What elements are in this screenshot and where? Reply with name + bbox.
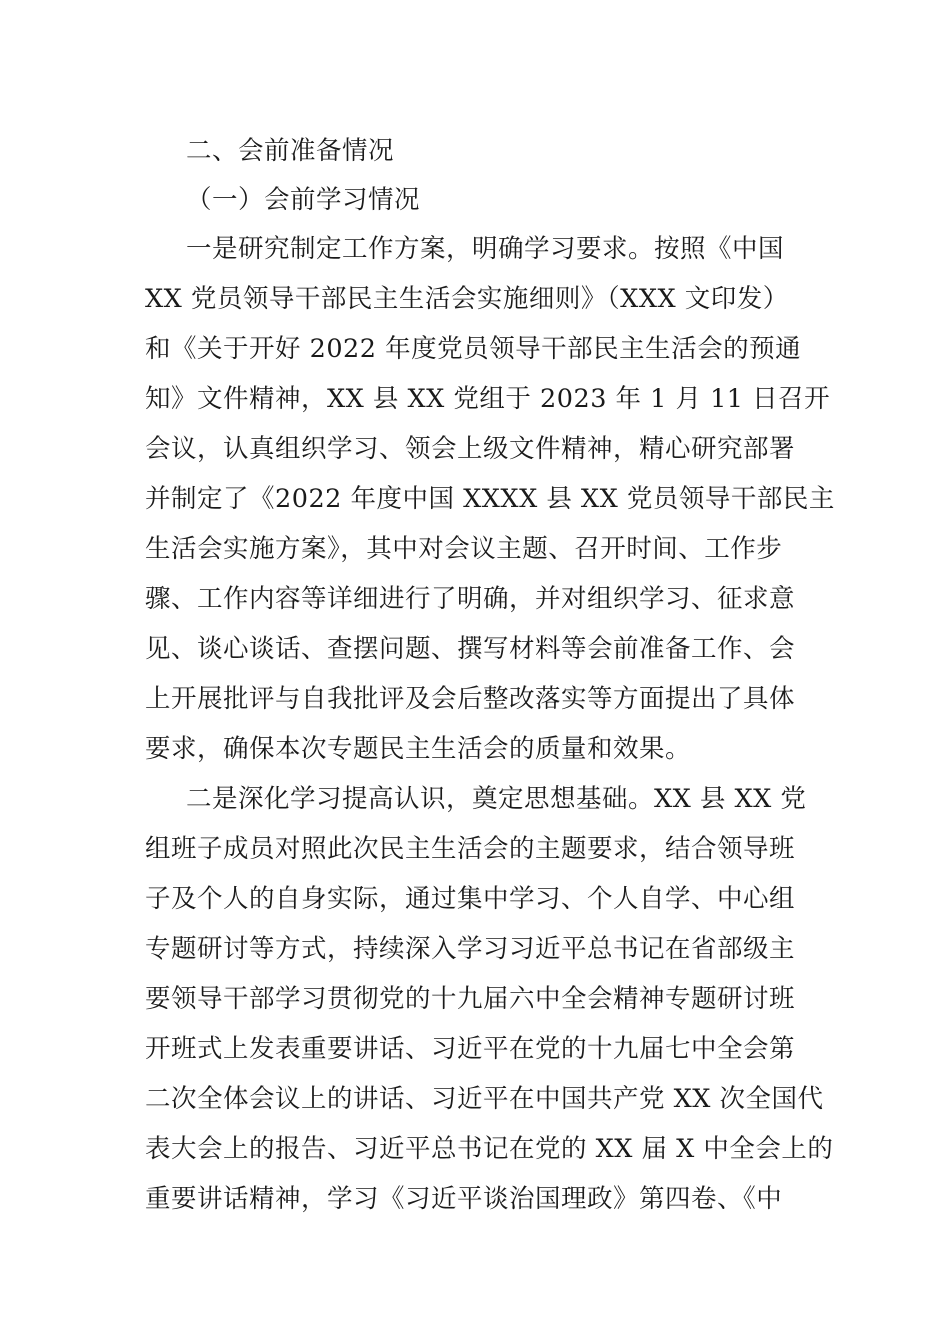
- paragraph-2-line-6: 开班式上发表重要讲话、习近平在党的十九届七中全会第: [145, 1034, 796, 1064]
- paragraph-2-line-3: 子及个人的自身实际，通过集中学习、个人自学、中心组: [145, 884, 796, 914]
- paragraph-1-line-9: 见、谈心谈话、查摆问题、撰写材料等会前准备工作、会: [145, 634, 796, 664]
- paragraph-1-line-3: 和《关于开好 2022 年度党员领导干部民主生活会的预通: [145, 334, 802, 364]
- section-heading: 二、会前准备情况: [186, 136, 395, 166]
- paragraph-1-line-11: 要求，确保本次专题民主生活会的质量和效果。: [145, 734, 692, 764]
- paragraph-1-line-5: 会议，认真组织学习、领会上级文件精神，精心研究部署: [145, 434, 796, 464]
- paragraph-2-line-5: 要领导干部学习贯彻党的十九届六中全会精神专题研讨班: [145, 984, 796, 1014]
- paragraph-1-line-2: XX 党员领导干部民主生活会实施细则》（XXX 文印发）: [145, 284, 789, 314]
- paragraph-1-line-8: 骤、工作内容等详细进行了明确，并对组织学习、征求意: [145, 584, 796, 614]
- paragraph-2-line-1: 二是深化学习提高认识，奠定思想基础。XX 县 XX 党: [186, 784, 807, 814]
- paragraph-2-line-2: 组班子成员对照此次民主生活会的主题要求，结合领导班: [145, 834, 796, 864]
- paragraph-1-line-4: 知》文件精神，XX 县 XX 党组于 2023 年 1 月 11 日召开: [145, 384, 831, 414]
- paragraph-1-line-10: 上开展批评与自我批评及会后整改落实等方面提出了具体: [145, 684, 796, 714]
- paragraph-2-line-8: 表大会上的报告、习近平总书记在党的 XX 届 X 中全会上的: [145, 1134, 834, 1164]
- paragraph-1-line-6: 并制定了《2022 年度中国 XXXX 县 XX 党员领导干部民主: [145, 484, 835, 514]
- paragraph-2-line-7: 二次全体会议上的讲话、习近平在中国共产党 XX 次全国代: [145, 1084, 824, 1114]
- paragraph-1-line-1: 一是研究制定工作方案，明确学习要求。按照《中国: [186, 234, 785, 264]
- subsection-heading: （一）会前学习情况: [186, 185, 421, 215]
- paragraph-2-line-4: 专题研讨等方式，持续深入学习习近平总书记在省部级主: [145, 934, 796, 964]
- paragraph-1-line-7: 生活会实施方案》，其中对会议主题、召开时间、工作步: [145, 534, 783, 564]
- paragraph-2-line-9: 重要讲话精神，学习《习近平谈治国理政》第四卷、《中: [145, 1184, 783, 1214]
